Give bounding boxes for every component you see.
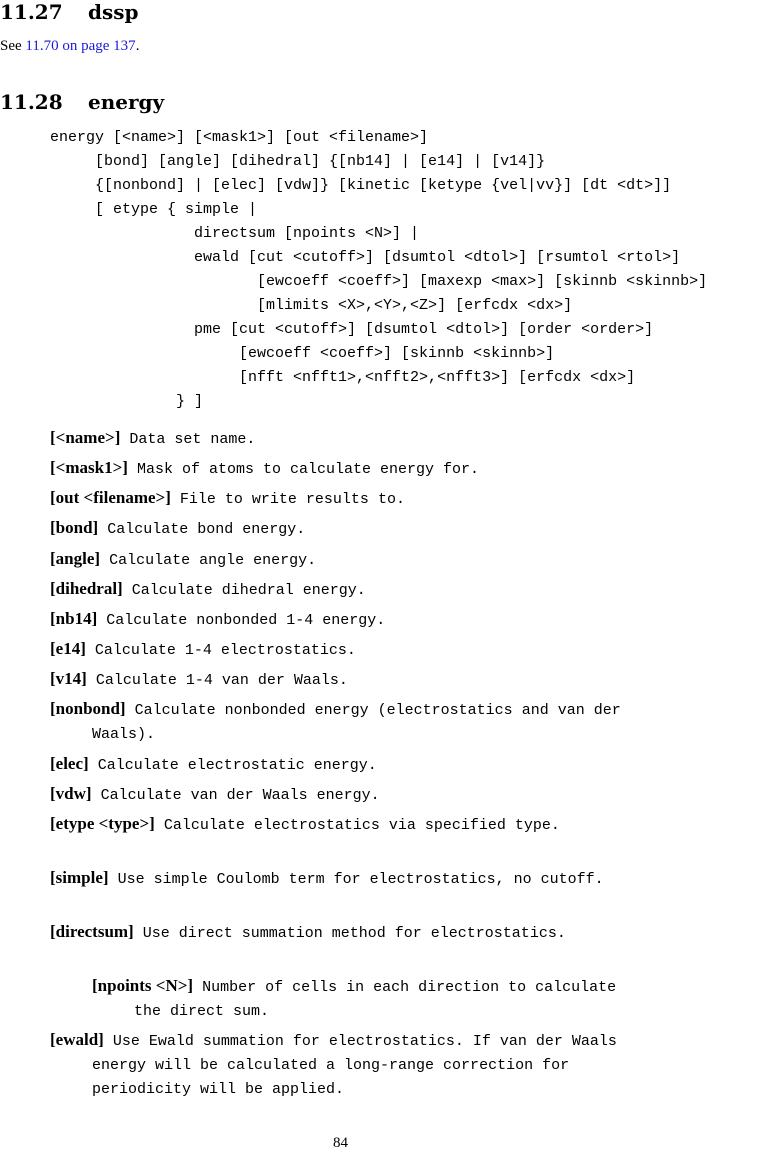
option-term: [out <filename>]: [50, 488, 171, 507]
option-dihedral: [50, 577, 670, 603]
option-angle: [50, 547, 670, 573]
section-number: 11.28: [0, 90, 63, 114]
option-term: [dihedral]: [50, 579, 123, 598]
option-term: [<mask1>]: [50, 458, 128, 477]
option-v14: [50, 667, 670, 693]
option-desc: Calculate electrostatics via specified type.: [163, 817, 560, 834]
option-desc: Calculate van der Waals energy.: [100, 787, 380, 804]
option-desc: Calculate 1-4 electrostatics.: [94, 642, 356, 659]
option-term: [v14]: [50, 669, 87, 688]
section-number: 11.27: [0, 0, 63, 24]
option-desc: Use direct summation method for electrostatics.: [142, 925, 566, 942]
option-desc: Calculate 1-4 van der Waals.: [95, 672, 348, 689]
option-desc: Calculate electrostatic energy.: [97, 757, 377, 774]
option-etype: [50, 812, 670, 838]
option-desc: Calculate dihedral energy.: [131, 582, 366, 599]
option-desc: Use simple Coulomb term for electrostatics, no cutoff.: [117, 871, 604, 888]
option-elec: [50, 752, 670, 778]
page-number: 84: [333, 1135, 348, 1151]
option-term: [simple]: [50, 868, 109, 887]
option-term: [<name>]: [50, 428, 121, 447]
option-desc: Use Ewald summation for electrostatics. If van der Waals energy will be calculated a long-range correction for periodicity will be applied.: [92, 1033, 617, 1098]
see-prefix: See: [0, 38, 26, 54]
option-name: [50, 426, 670, 452]
command-syntax: energy [<name>] [<mask1>] [out <filename>] [bond] [angle] [dihedral] {[nb14] | [e14] | [v14]} {[nonbond] | [elec] [vdw]} [kinetic [ketype {vel|vv}] [dt <dt>]] [ etype { simple | directsum [npoints <N>] | ewald [cut <cutoff>] [dsumtol <dtol>] [rsumtol <rtol>] [ewcoeff <coeff>] [maxexp <max>] [skinnb <skinnb>] [mlimits <X>,<Y>,<Z>] [erfcdx <dx>] pme [cut <cutoff>] [dsumtol <dtol>] [order <order>] [ewcoeff <coeff>] [skinnb <skinnb>] [nfft <nfft1>,<nfft2>,<nfft3>] [erfcdx <dx>] } ]: [50, 129, 708, 410]
option-desc: Mask of atoms to calculate energy for.: [136, 461, 480, 478]
section-heading-dssp: [0, 0, 139, 24]
option-term: [angle]: [50, 549, 101, 568]
option-desc: Number of cells in each direction to calculate the direct sum.: [134, 979, 617, 1020]
option-desc: Calculate bond energy.: [107, 521, 306, 538]
option-npoints: [92, 974, 652, 1024]
option-desc: Data set name.: [129, 431, 256, 448]
option-nb14: [50, 607, 670, 633]
option-term: [etype <type>]: [50, 814, 155, 833]
option-term: [npoints <N>]: [92, 976, 194, 995]
option-term: [elec]: [50, 754, 89, 773]
option-term: [directsum]: [50, 922, 134, 941]
option-directsum: [50, 920, 670, 946]
option-ewald: [50, 1028, 670, 1102]
cross-reference-link[interactable]: 11.70 on page 137: [25, 38, 136, 54]
option-desc: File to write results to.: [179, 491, 405, 508]
option-term: [vdw]: [50, 784, 92, 803]
see-reference: [0, 38, 139, 55]
option-desc: Calculate nonbonded energy (electrostatics and van der Waals).: [92, 702, 621, 743]
option-out: [50, 486, 670, 512]
option-term: [nb14]: [50, 609, 98, 628]
section-title: energy: [88, 90, 165, 114]
option-e14: [50, 637, 670, 663]
option-mask1: [50, 456, 670, 482]
option-term: [e14]: [50, 639, 86, 658]
option-simple: [50, 866, 670, 892]
option-nonbond: [50, 697, 670, 747]
see-suffix: .: [135, 38, 140, 54]
option-bond: [50, 516, 670, 542]
section-heading-energy: [0, 90, 164, 114]
option-desc: Calculate angle energy.: [109, 552, 317, 569]
option-term: [bond]: [50, 518, 99, 537]
option-desc: Calculate nonbonded 1-4 energy.: [106, 612, 386, 629]
option-term: [ewald]: [50, 1030, 104, 1049]
option-vdw: [50, 782, 670, 808]
option-term: [nonbond]: [50, 699, 126, 718]
section-title: dssp: [88, 0, 139, 24]
